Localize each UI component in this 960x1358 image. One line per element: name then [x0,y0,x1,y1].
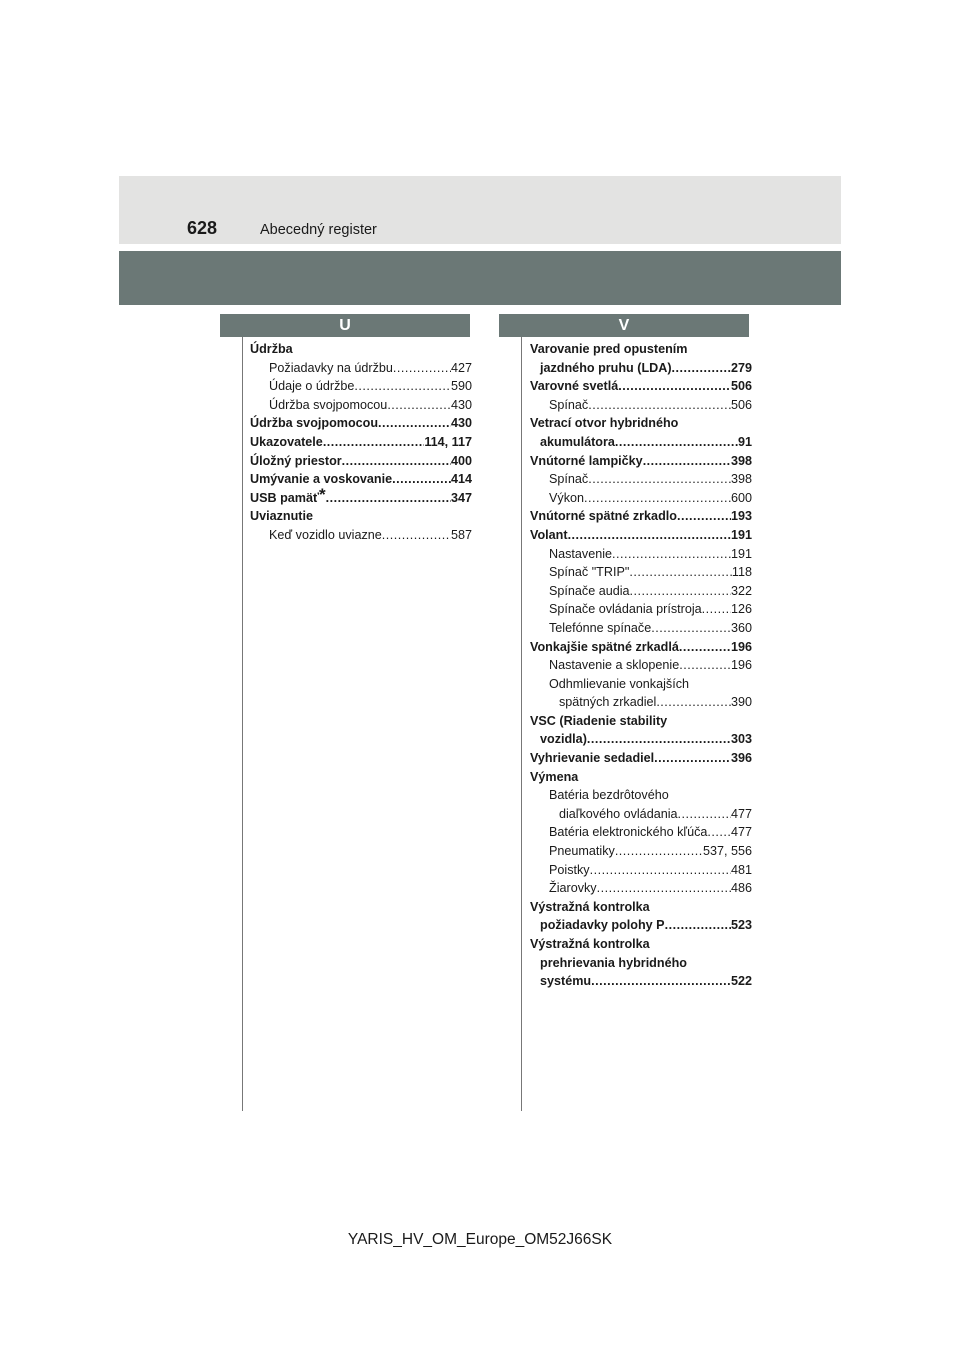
column-rule-u [242,337,243,1111]
index-column-u [250,340,472,545]
index-heading: Uviaznutie [250,509,313,524]
letter-header-u: U [220,314,470,337]
index-entry[interactable]: Spínač ..... 506 [530,396,752,415]
index-entry[interactable]: Nastavenie ..... 191 [530,545,752,564]
index-entry[interactable]: Požiadavky na údržbu ..... 427 [250,359,472,378]
index-entry[interactable]: Spínač "TRIP" ..... 118 [530,563,752,582]
index-entry[interactable]: Spínače ovládania prístroja ..... 126 [530,600,752,619]
index-heading: prehrievania hybridného [540,955,687,970]
index-heading: Výmena [530,769,579,784]
index-entry[interactable]: Umývanie a voskovanie ..... 414 [250,470,472,489]
index-entry[interactable]: Výkon ..... 600 [530,489,752,508]
index-entry[interactable]: Vyhrievanie sedadiel ..... 396 [530,749,752,768]
index-column-v [530,340,752,991]
index-heading: VSC (Riadenie stability [530,713,668,728]
index-entry[interactable]: USB pamäť* ..... 347 [250,489,472,508]
index-entry[interactable]: Poistky ..... 481 [530,861,752,880]
index-entry[interactable]: Pneumatiky ..... 537, 556 [530,842,752,861]
index-entry[interactable]: Ukazovatele ..... 114, 117 [250,433,472,452]
index-entry[interactable]: Volant ..... 191 [530,526,752,545]
index-entry[interactable]: Vnútorné spätné zrkadlo ..... 193 [530,507,752,526]
section-title: Abecedný register [260,222,377,238]
footnote-star: * [319,484,326,504]
index-heading: Batéria bezdrôtového [549,788,669,803]
index-entry[interactable]: Údaje o údržbe ..... 590 [250,377,472,396]
index-entry[interactable]: Spínač ..... 398 [530,470,752,489]
index-entry[interactable]: Telefónne spínače ..... 360 [530,619,752,638]
index-entry[interactable]: Údržba svojpomocou ..... 430 [250,396,472,415]
index-heading: Výstražná kontrolka [530,937,650,951]
column-rule-v [521,337,522,1111]
index-entry[interactable]: vozidla) ..... 303 [530,730,752,749]
document-code: YARIS_HV_OM_Europe_OM52J66SK [347,1231,613,1248]
index-entry[interactable]: Údržba svojpomocou ..... 430 [250,414,472,433]
index-heading: Varovanie pred opustením [530,342,688,356]
page-number: 628 [187,218,218,238]
index-heading: Výstražná kontrolka [530,899,650,914]
index-entry[interactable]: Úložný priestor ..... 400 [250,452,472,471]
index-entry[interactable]: spätných zrkadiel ..... 390 [530,693,752,712]
index-entry[interactable]: Nastavenie a sklopenie ..... 196 [530,656,752,675]
index-entry[interactable]: Varovné svetlá ..... 506 [530,377,752,396]
index-entry[interactable]: požiadavky polohy P ..... 523 [530,916,752,935]
index-entry[interactable]: systému ..... 522 [530,972,752,991]
index-entry[interactable]: akumulátora ..... 91 [530,433,752,452]
index-entry[interactable]: Keď vozidlo uviazne ..... 587 [250,526,472,545]
header-band [119,176,841,244]
index-heading: Vetrací otvor hybridného [530,416,679,431]
index-entry[interactable]: Vnútorné lampičky ..... 398 [530,452,752,471]
index-heading: Údržba [250,342,293,356]
index-entry[interactable]: Žiarovky ..... 486 [530,879,752,898]
index-heading: Odhmlievanie vonkajších [549,676,690,691]
index-entry[interactable]: jazdného pruhu (LDA) ..... 279 [530,359,752,378]
index-entry[interactable]: diaľkového ovládania ..... 477 [530,805,752,824]
chapter-band [119,251,841,305]
index-entry[interactable]: Batéria elektronického kľúča ..... 477 [530,823,752,842]
index-entry[interactable]: Vonkajšie spätné zrkadlá ..... 196 [530,638,752,657]
letter-header-v: V [499,314,749,337]
index-entry[interactable]: Spínače audia ..... 322 [530,582,752,601]
